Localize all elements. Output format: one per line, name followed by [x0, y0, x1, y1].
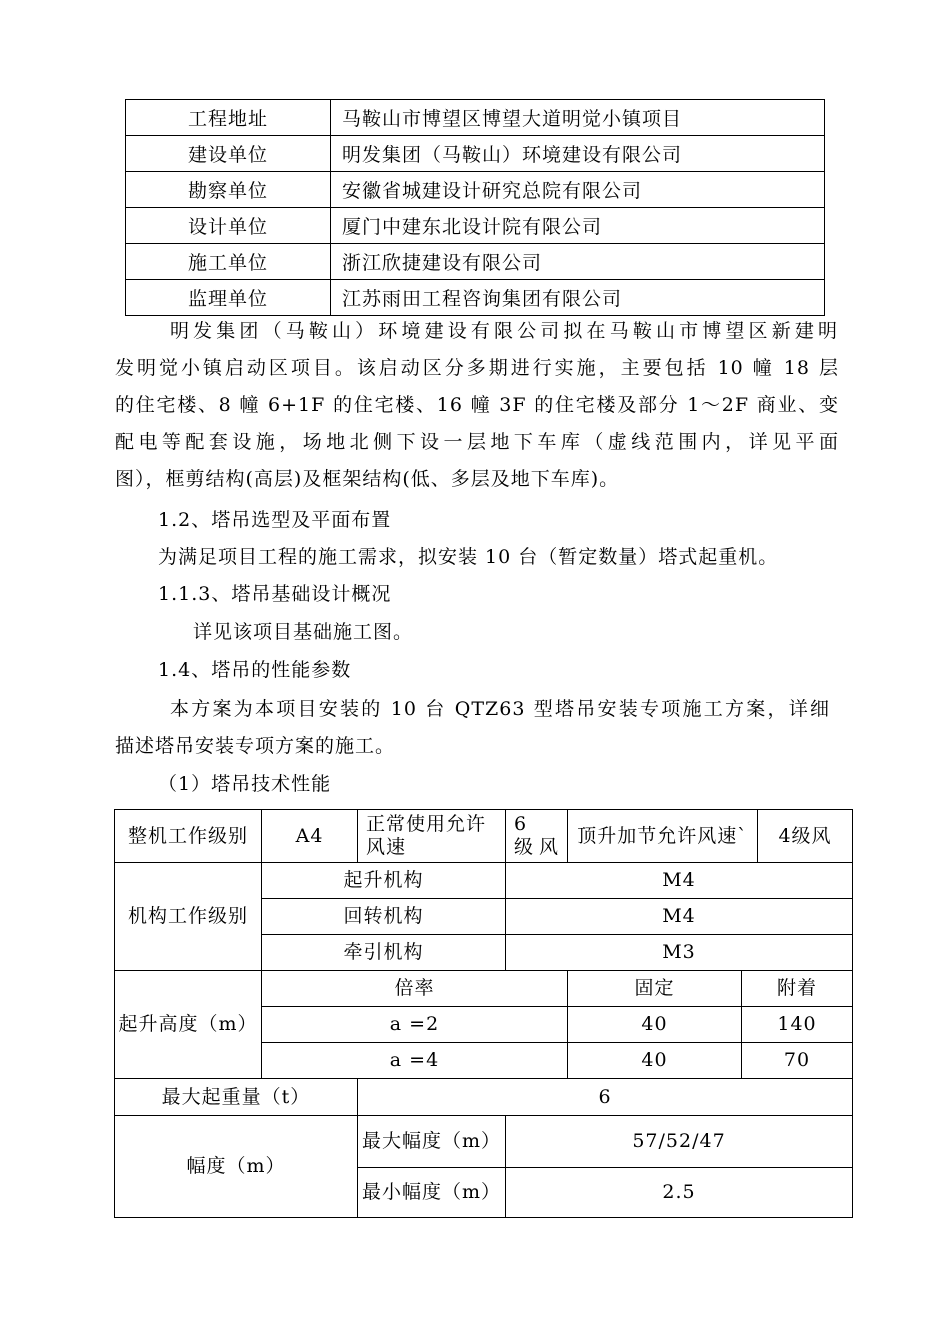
- work-class-value: A4: [262, 810, 358, 863]
- crane-spec-table: [114, 809, 853, 1218]
- table-row: [126, 280, 825, 316]
- intro-line: 明发集团（马鞍山）环境建设有限公司拟在马鞍山市博望区新建明: [170, 320, 838, 342]
- table-row: [115, 863, 853, 899]
- table-row: [115, 1079, 853, 1116]
- max-range-label: 最大幅度（m）: [358, 1116, 506, 1168]
- lift-attached-header: 附着: [742, 971, 853, 1007]
- table-row: [115, 971, 853, 1007]
- section-heading-1-2: 1.2、塔吊选型及平面布置: [158, 509, 392, 531]
- info-value: 安徽省城建设计研究总院有限公司: [331, 172, 825, 208]
- mechanism-name: 起升机构: [262, 863, 506, 899]
- section-heading-1-4: 1.4、塔吊的性能参数: [158, 659, 352, 681]
- max-load-value: 6: [358, 1079, 853, 1116]
- jacking-wind-value: 4级风: [758, 810, 853, 863]
- info-label: 建设单位: [126, 136, 331, 172]
- intro-line: 图），框剪结构(高层)及框架结构(低、多层及地下车库)。: [115, 468, 620, 490]
- lift-ratio-header: 倍率: [262, 971, 568, 1007]
- table-row: [126, 244, 825, 280]
- info-value: 马鞍山市博望区博望大道明觉小镇项目: [331, 100, 825, 136]
- info-value: 江苏雨田工程咨询集团有限公司: [331, 280, 825, 316]
- lift-attached: 70: [742, 1043, 853, 1079]
- table-row: [115, 810, 853, 863]
- info-value: 厦门中建东北设计院有限公司: [331, 208, 825, 244]
- info-label: 勘察单位: [126, 172, 331, 208]
- section-text-1-4: 描述塔吊安装专项方案的施工。: [115, 735, 396, 757]
- info-value: 浙江欣捷建设有限公司: [331, 244, 825, 280]
- table-row: [126, 172, 825, 208]
- min-range-label: 最小幅度（m）: [358, 1168, 506, 1218]
- wind-speed-label: 正常使用允许风速: [358, 810, 506, 863]
- mechanism-class-label: 机构工作级别: [115, 863, 262, 971]
- section-heading-1-1-3: 1.1.3、塔吊基础设计概况: [158, 583, 392, 605]
- table-row: [126, 100, 825, 136]
- intro-line: 发明觉小镇启动区项目。该启动区分多期进行实施，主要包括 10 幢 18 层: [115, 357, 839, 379]
- min-range-value: 2.5: [506, 1168, 853, 1218]
- info-label: 设计单位: [126, 208, 331, 244]
- mechanism-value: M4: [506, 863, 853, 899]
- info-label: 工程地址: [126, 100, 331, 136]
- max-load-label: 最大起重量（t）: [115, 1079, 358, 1116]
- lift-attached: 140: [742, 1007, 853, 1043]
- max-range-value: 57/52/47: [506, 1116, 853, 1168]
- mechanism-name: 牵引机构: [262, 935, 506, 971]
- project-info-table: [125, 99, 825, 316]
- mechanism-value: M4: [506, 899, 853, 935]
- section-text-1-1-3: 详见该项目基础施工图。: [193, 621, 414, 643]
- info-value: 明发集团（马鞍山）环境建设有限公司: [331, 136, 825, 172]
- mechanism-value: M3: [506, 935, 853, 971]
- table-row: [126, 208, 825, 244]
- mechanism-name: 回转机构: [262, 899, 506, 935]
- tech-heading: （1）塔吊技术性能: [158, 773, 332, 795]
- lift-fixed: 40: [568, 1007, 742, 1043]
- lift-ratio: a =2: [262, 1007, 568, 1043]
- work-class-label: 整机工作级别: [115, 810, 262, 863]
- info-label: 施工单位: [126, 244, 331, 280]
- lift-fixed: 40: [568, 1043, 742, 1079]
- table-row: [115, 1116, 853, 1168]
- lift-ratio: a =4: [262, 1043, 568, 1079]
- table-row: [126, 136, 825, 172]
- range-label: 幅度（m）: [115, 1116, 358, 1218]
- section-text-1-2: 为满足项目工程的施工需求，拟安装 10 台（暂定数量）塔式起重机。: [158, 546, 779, 568]
- info-label: 监理单位: [126, 280, 331, 316]
- wind-speed-value: 6 级风: [506, 810, 568, 863]
- section-text-1-4: 本方案为本项目安装的 10 台 QTZ63 型塔吊安装专项施工方案，详细: [170, 698, 830, 720]
- lift-height-label: 起升高度（m）: [115, 971, 262, 1079]
- lift-fixed-header: 固定: [568, 971, 742, 1007]
- intro-line: 配电等配套设施，场地北侧下设一层地下车库（虚线范围内，详见平面: [115, 431, 839, 453]
- intro-line: 的住宅楼、8 幢 6+1F 的住宅楼、16 幢 3F 的住宅楼及部分 1～2F 商业、变: [115, 394, 839, 416]
- jacking-wind-label: 顶升加节允许风速`: [568, 810, 758, 863]
